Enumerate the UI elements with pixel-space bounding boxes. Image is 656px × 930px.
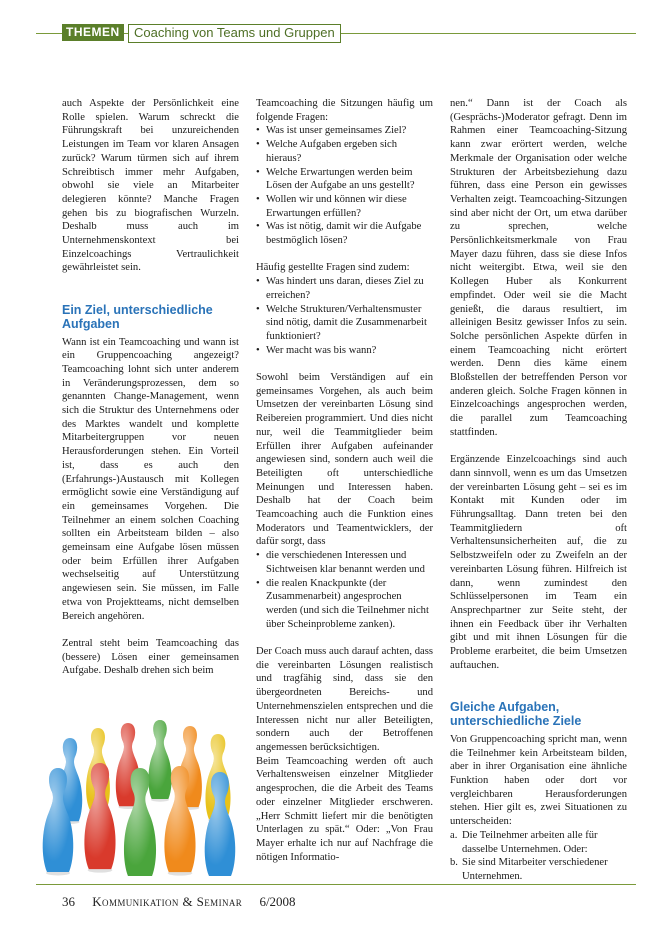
footer-rule bbox=[36, 884, 636, 885]
paragraph: Teamcoaching die Sitzungen häufig um folgende Fragen: bbox=[256, 98, 433, 123]
list-item: • Wer macht was bis wann? bbox=[256, 344, 433, 358]
paragraph: Von Gruppencoaching spricht man, wenn die Teilnehmer kein Arbeitsteam bilden, aber in ihrer Organisation eine ähnliche Funktion haben oder dort vor vergleichbaren Herausforderungen stehen. Hier gilt es, zwei Situationen zu unterscheiden: bbox=[450, 733, 627, 828]
list-item: • Welche Aufgaben ergeben sich hieraus? bbox=[256, 138, 433, 165]
page-footer bbox=[62, 894, 296, 910]
list-item bbox=[450, 829, 627, 856]
list-item: • Was hindert uns daran, dieses Ziel zu erreichen? bbox=[256, 275, 433, 302]
paragraph: Beim Teamcoaching werden oft auch Verhaltensweisen einzelner Mitglieder angesprochen, die die Arbeit des Teams oder einzelner Mitglieder erschweren. „Herr Schmitt liefert mir die benötigten Unterlagen zu spät.“ Oder: „Von Frau Mayer erhalte ich nur auf Nachfrage die nötigen Informatio- bbox=[256, 755, 433, 863]
situation-list bbox=[450, 829, 627, 884]
question-list bbox=[256, 124, 433, 247]
paragraph: nen.“ Dann ist der Coach als (Gesprächs-)Moderator gefragt. Denn im Rahmen einer Teamcoaching-Sitzung kann zwar erörtert werden, welche Merkmale der Organisation oder welche Strukturen der Arbeitsbeziehung dazu führen, dass eine Person ein gewisses Verhalten zeigt. Teamcoaching-Sitzungen sind aber nicht der Ort, um etwa darüber zu sprechen, welche Persönlichkeitsmerkmale von Frau Mayer dazu führen, dass sie diese Infos nicht weitergibt. Etwa, weil sie den Kollegen Huber als Konkurrent empfindet. Oder weil sie die Macht genießt, die daraus resultiert, im alleinigen Besitz gewisser Infos zu sein. Solche persönlichen Aspekte dürfen in einem Teamcoaching nicht erörtert werden. Denn dies käme einem Bloßstellen der betreffenden Person vor anderen gleich. Solche Fragen können in Einzelcoachings angesprochen werden, die parallel zum Teamcoaching stattfinden. bbox=[450, 98, 627, 438]
question-list bbox=[256, 275, 433, 357]
paragraph: Der Coach muss auch darauf achten, dass die vereinbarten Lösungen realistisch und tragfähig sind, dass sie den übergeordneten Bereichs- und Unternehmenszielen entsprechen und die Interessen nicht nur aller Beteiligten, sondern auch der Betroffenen angemessen berücksichtigen. bbox=[256, 646, 433, 753]
list-item: • Wollen wir und können wir diese Erwartungen erfüllen? bbox=[256, 193, 433, 220]
bowling-pin bbox=[148, 720, 171, 802]
list-item: • Was ist unser gemeinsames Ziel? bbox=[256, 124, 433, 138]
list-item: • Welche Strukturen/Verhaltensmuster sind nötig, damit die Zusammenarbeit funktioniert? bbox=[256, 303, 433, 344]
list-item: • Was ist nötig, damit wir die Aufgabe bestmöglich lösen? bbox=[256, 220, 433, 247]
publication-name: Kommunikation & Seminar bbox=[92, 894, 243, 909]
paragraph: auch Aspekte der Persönlichkeit eine Rolle spielen. Warum schreckt die Führungskraft bei unzureichenden Leistungen im Team vor klaren Ansagen zurück? Warum türmen sich auf ihrem Schreibtisch immer mehr Aufgaben, obwohl sie viele an Mitarbeiter delegieren könnte? Manche Fragen gehen bis zu biografischen Wurzeln. Deshalb muss auch im Unternehmenskontext bei Einzelcoachings Vertraulichkeit gewährleistet sein. bbox=[62, 98, 239, 274]
subheading: Gleiche Aufgaben, unterschiedliche Ziele bbox=[450, 699, 582, 729]
list-text: Die Teilnehmer arbeiten alle für dasselbe Unternehmen. Oder: bbox=[462, 829, 598, 855]
issue-number: 6/2008 bbox=[259, 894, 296, 909]
column-1 bbox=[62, 97, 239, 678]
column-3 bbox=[450, 97, 627, 884]
list-marker: b. bbox=[450, 857, 458, 869]
paragraph: Wann ist ein Teamcoaching und wann ist ein Gruppencoaching angezeigt? Teamcoaching lohnt sich unter anderem in Veränderungsprozessen, dem so genannten Change-Management, wenn sich die Struktur des Unternehmens oder des Marktes wandelt und komplette Mitarbeitergruppen vor neuen Herausforderungen stehen. Ein Vorteil ist, dass es auch den (Erfahrungs-)Austausch mit Kollegen ermöglicht sowie eine Verständigung auf ein gemeinsames Vorgehen. Die Teilnehmer an einem solchen Coaching sollten ein Arbeitsteam bilden – also gemeinsam eine Aufgabe lösen müssen oder beim Erfüllen ihrer Aufgaben wechselseitig auf Unterstützung angewiesen sein. Sie müssen, im Falle etwa von Projektteams, nicht demselben Bereich angehören. bbox=[62, 336, 239, 622]
bullet-list bbox=[256, 549, 433, 631]
list-item bbox=[450, 856, 627, 883]
paragraph: Sowohl beim Verständigen auf ein gemeinsames Vorgehen, als auch beim Umsetzen der vereinbarten Lösung sind Reibereien programmiert. Und dies nicht nur, weil die Teammitglieder beim Erfüllen ihrer Aufgaben aufeinander angewiesen sind, sondern auch weil die Beteiligten oft unterschiedliche Meinungen und Interessen haben. Deshalb hat der Coach beim Teamcoaching auch die Funktion eines Moderators und Teamentwicklers, der dafür sorgt, dass bbox=[256, 372, 433, 548]
page-header bbox=[36, 22, 636, 42]
page-number: 36 bbox=[62, 894, 75, 909]
paragraph: Ergänzende Einzelcoachings sind auch dann sinnvoll, wenn es um das Umsetzen der vereinbarten Lösung geht – sei es im Kontakt mit Kunden oder im Führungsalltag. Dann treten bei den Teammitgliedern oft Verhaltensunsicherheiten auf, die zu Selbstzweifeln oder zu Zweifeln an der vereinbarten Lösung führen. Hilfreich ist dann, wenn zumindest den Schlüsselpersonen im Team ein Ansprechpartner zur Seite steht, der ihnen ein Feedback über ihr Verhalten gibt und mit ihnen Lösungen für die Probleme erarbeitet, die beim Umsetzen auftauchen. bbox=[450, 454, 627, 671]
paragraph: Häufig gestellte Fragen sind zudem: bbox=[256, 262, 410, 274]
list-item: • Welche Erwartungen werden beim Lösen der Aufgabe an uns gestellt? bbox=[256, 166, 433, 193]
list-item: • die realen Knackpunkte (der Zusammenarbeit) angesprochen werden (und sich die Teilnehmer nicht über Scheinprobleme zanken). bbox=[256, 577, 433, 632]
list-marker: a. bbox=[450, 829, 458, 841]
paragraph: Zentral steht beim Teamcoaching das (bessere) Lösen einer gemeinsamen Aufgabe. Deshalb drehen sich beim bbox=[62, 637, 239, 677]
list-text: Sie sind Mitarbeiter verschiedener Unternehmen. bbox=[462, 857, 608, 882]
section-tag: THEMEN bbox=[62, 24, 124, 41]
subheading: Ein Ziel, unterschiedliche Aufgaben bbox=[62, 302, 213, 332]
list-item: • die verschiedenen Interessen und Sichtweisen klar benannt werden und bbox=[256, 549, 433, 576]
bowling-pins-photo bbox=[40, 668, 255, 876]
section-title: Coaching von Teams und Gruppen bbox=[128, 24, 341, 43]
column-2 bbox=[256, 97, 433, 864]
